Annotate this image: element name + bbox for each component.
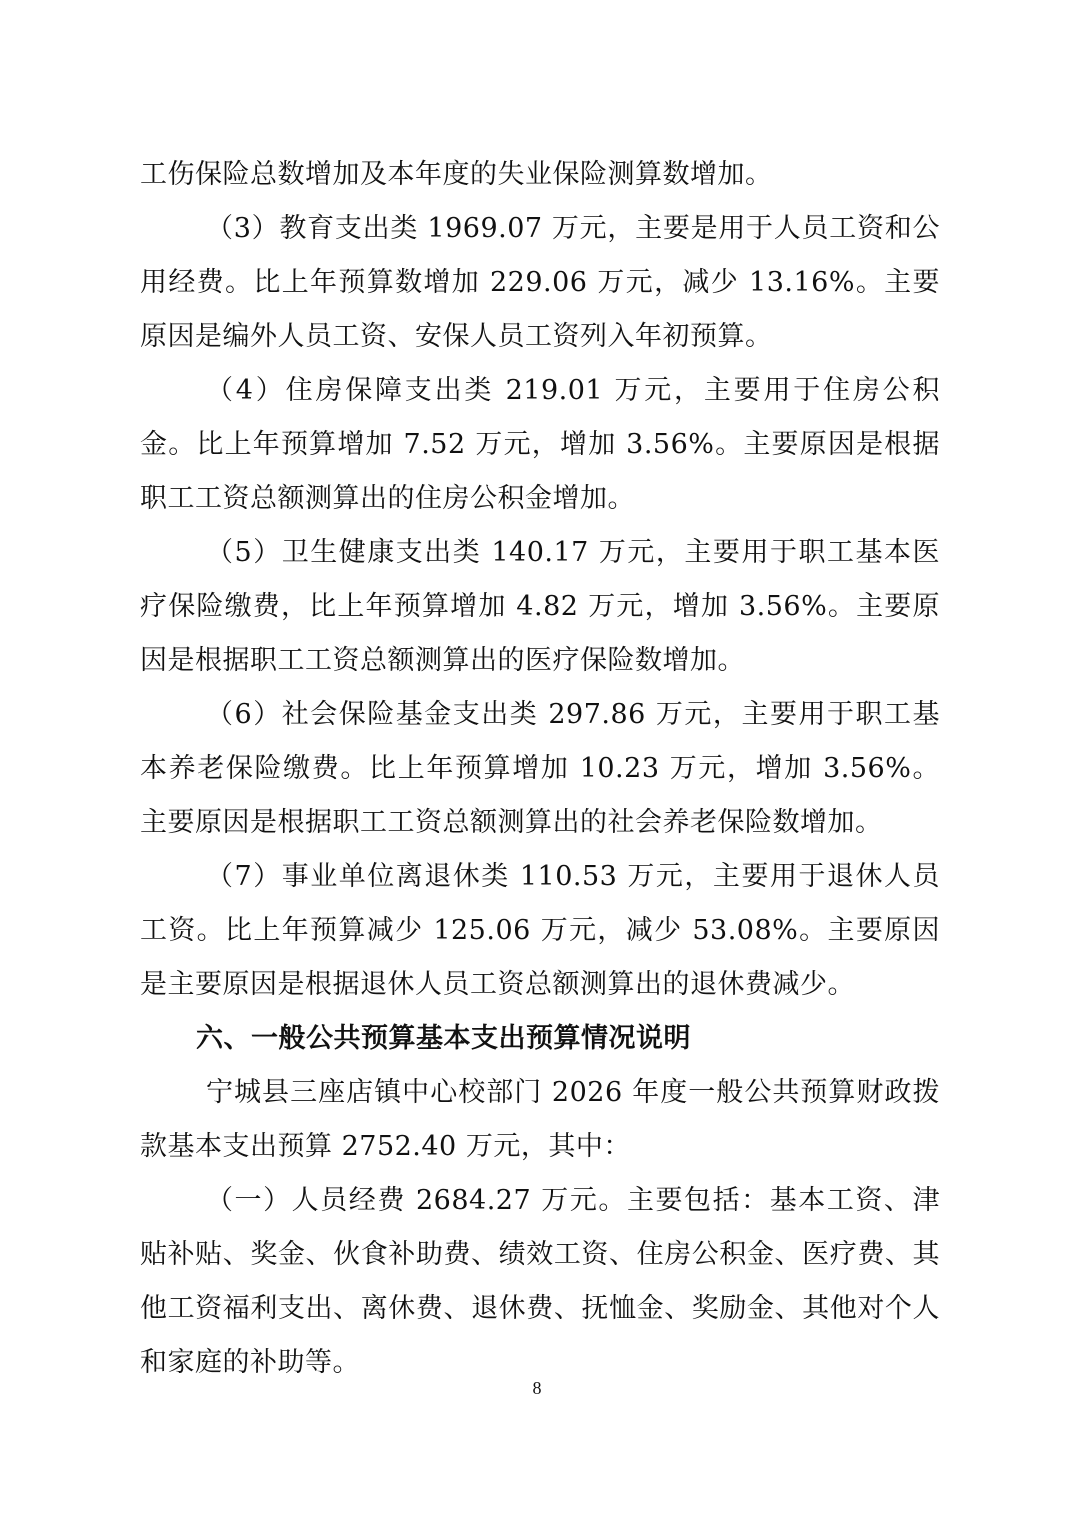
- page-number: 8: [532, 1378, 542, 1398]
- page-content: [140, 148, 940, 1390]
- paragraph-continuation: 工伤保险总数增加及本年度的失业保险测算数增加。: [140, 159, 773, 190]
- paragraph-item-4-housing: （4）住房保障支出类 219.01 万元，主要用于住房公积金。比上年预算增加 7.52 万元，增加 3.56%。主要原因是根据职工工资总额测算出的住房公积金增加。: [140, 375, 940, 514]
- paragraph-item-7-retirement: （7）事业单位离退休类 110.53 万元，主要用于退休人员工资。比上年预算减少 125.06 万元，减少 53.08%。主要原因是主要原因是根据退休人员工资总额测算出的退休费减少。: [140, 861, 940, 1000]
- paragraph-item-6-social-insurance: （6）社会保险基金支出类 297.86 万元，主要用于职工基本养老保险缴费。比上年预算增加 10.23 万元，增加 3.56%。主要原因是根据职工工资总额测算出的社会养老保险数增加。: [140, 699, 940, 838]
- section-heading: 六、一般公共预算基本支出预算情况说明: [196, 1023, 691, 1054]
- section-intro: 宁城县三座店镇中心校部门 2026 年度一般公共预算财政拨款基本支出预算 2752.40 万元，其中：: [140, 1077, 940, 1162]
- paragraph-item-5-health: （5）卫生健康支出类 140.17 万元，主要用于职工基本医疗保险缴费，比上年预算增加 4.82 万元，增加 3.56%。主要原因是根据职工工资总额测算出的医疗保险数增加。: [140, 537, 940, 676]
- section-item-personnel: （一）人员经费 2684.27 万元。主要包括：基本工资、津贴补贴、奖金、伙食补助费、绩效工资、住房公积金、医疗费、其他工资福利支出、离休费、退休费、抚恤金、奖励金、其他对个人和家庭的补助等。: [140, 1185, 940, 1378]
- paragraph-item-3-education: （3）教育支出类 1969.07 万元，主要是用于人员工资和公用经费。比上年预算数增加 229.06 万元，减少 13.16%。主要原因是编外人员工资、安保人员工资列入年初预算。: [140, 213, 940, 352]
